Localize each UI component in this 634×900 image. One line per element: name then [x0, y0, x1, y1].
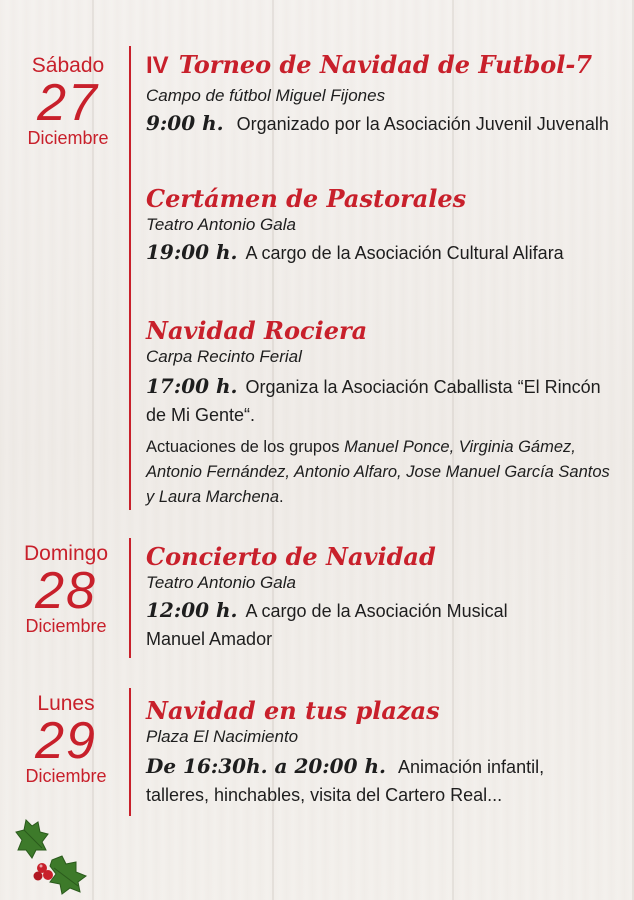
event-title: Navidad en tus plazas: [146, 696, 440, 725]
event-navidad-plazas: [146, 696, 626, 809]
day-month: Diciembre: [25, 616, 107, 636]
day-27-divider: [129, 46, 131, 510]
day-number: 27: [37, 74, 99, 132]
event-description: A cargo de la Asociación Cultural Alifara: [245, 243, 564, 263]
performers-end: .: [279, 488, 284, 506]
event-details: [146, 752, 596, 809]
event-description: A cargo de la Asociación Musical Manuel Amador: [146, 601, 508, 649]
event-concierto-navidad: [146, 542, 626, 653]
day-number: 28: [35, 562, 97, 620]
holly-icon: [12, 812, 96, 896]
day-29-date: [4, 692, 128, 787]
event-details: [146, 596, 566, 653]
event-navidad-rociera: [146, 316, 626, 510]
event-title: Navidad Rociera: [146, 316, 368, 345]
event-venue: Carpa Recinto Ferial: [146, 347, 302, 366]
event-venue: Teatro Antonio Gala: [146, 215, 296, 234]
day-weekday: Domingo: [23, 542, 109, 565]
event-certamen-pastorales: [146, 184, 626, 267]
event-time: 12:00 h.: [146, 598, 238, 622]
event-title: [146, 50, 626, 81]
event-time: 9:00 h.: [146, 111, 224, 135]
day-29-divider: [129, 688, 131, 816]
event-torneo-futbol: [146, 50, 626, 136]
event-time: De 16:30h. a 20:00 h.: [146, 754, 386, 778]
event-details: [146, 372, 606, 429]
event-description: Organiza la Asociación Caballista “El Rincón de Mi Gente“.: [146, 377, 601, 425]
event-title-prefix: IV: [146, 52, 169, 79]
event-details: [146, 238, 566, 267]
event-venue: Teatro Antonio Gala: [146, 573, 296, 592]
event-time: 19:00 h.: [146, 240, 238, 264]
performers-list: Manuel Ponce, Virginia Gámez, Antonio Fernández, Antonio Alfaro, Jose Manuel García Santos y Laura Marchena: [146, 438, 610, 506]
performers-intro: Actuaciones de los grupos: [146, 438, 345, 456]
event-description: Animación infantil, talleres, hinchables, visita del Cartero Real...: [146, 757, 545, 805]
day-weekday: Lunes: [37, 692, 95, 715]
day-number: 29: [35, 712, 97, 770]
day-weekday: Sábado: [31, 54, 105, 77]
event-title-text: Torneo de Navidad de Futbol-7: [178, 50, 593, 79]
event-title: Concierto de Navidad: [146, 542, 436, 571]
day-28-divider: [129, 538, 131, 658]
event-venue: Plaza El Nacimiento: [146, 727, 299, 746]
day-28-date: [4, 542, 128, 637]
day-month: Diciembre: [27, 128, 109, 148]
event-venue: Campo de fútbol Miguel Fijones: [146, 86, 386, 105]
event-time: 17:00 h.: [146, 374, 238, 398]
event-details: [146, 111, 626, 136]
event-title: Certámen de Pastorales: [146, 184, 467, 213]
event-description: Organizado por la Asociación Juvenil Juvenalh: [236, 114, 609, 134]
day-27-date: [6, 54, 130, 149]
day-month: Diciembre: [25, 766, 107, 786]
event-performers: [146, 435, 616, 510]
